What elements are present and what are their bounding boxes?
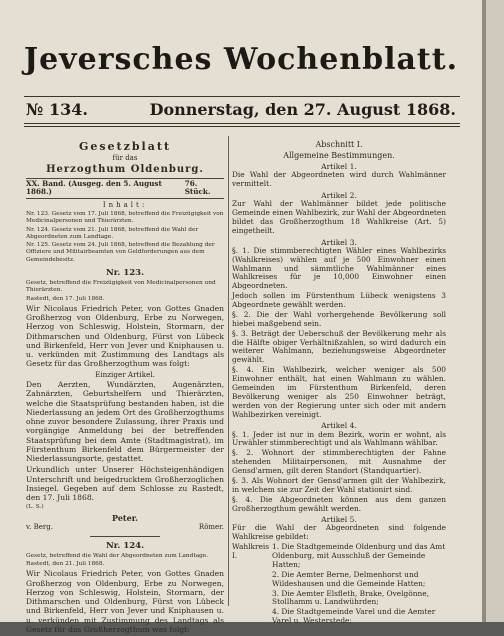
volume-band — [26, 178, 224, 199]
left-column — [26, 136, 224, 636]
issue-date: Donnerstag, den 27. August 1868. — [149, 100, 456, 119]
page-edge-stack — [486, 0, 504, 622]
law-date: Rastedt, den 17. Juli 1868. — [26, 295, 105, 302]
gesetzblatt-state: Herzogthum Oldenburg. — [46, 163, 204, 175]
article-text: Für die Wahl der Abgeordneten sind folgende Wahlkreise gebildet: — [232, 523, 446, 542]
article-text: Die Wahl der Abgeordneten wird durch Wahlmänner vermittelt. — [232, 170, 446, 189]
seal-mark: (L. S.) — [26, 504, 44, 511]
wahlkreis-text: 3. Die Aemter Elsfleth, Brake, Ovelgönne, Stollhamm u. Landwührden; — [272, 588, 429, 607]
paragraph: §. 2. Die der Wahl vorhergehende Bevölkerung soll hiebei maßgebend sein. — [232, 309, 446, 328]
paragraph: §. 1. Die stimmberechtigten Wähler eines Wahlbezirks (Wahlkreises) wählen auf je 500 Einwohner einen Wahlmann und sämmtliche Wahlmänner eines Wahlkreises für je 10,000 Einwohner einen Abgeordneten. — [232, 245, 446, 291]
paragraph: §. 4. Die Abgeordneten können aus dem ganzen Großherzogthum gewählt werden. — [232, 494, 446, 513]
paragraph: §. 3. Als Wohnort der Gensd'armen gilt der Wahlbezirk, in welchem sie zur Zeit der Wahl stationirt sind. — [232, 475, 446, 494]
law-caption: Gesetz, betreffend die Freizügigkeit von Medicinalpersonen und Thierärzten. — [26, 280, 216, 294]
paragraph: §. 1. Jeder ist nur in dem Bezirk, worin er wohnt, als Urwähler stimmberechtigt und als Wahlmann wählbar. — [232, 429, 446, 448]
article-text: Zur Wahl der Wahlmänner bildet jede politische Gemeinde einen Wahlbezirk, zur Wahl der Abgeordneten bildet das Großherzogthum 18 Wahlkreise (Art. 5) eingetheilt. — [232, 199, 446, 235]
countersignatures — [26, 523, 224, 531]
article-heading: Artikel 3. — [321, 237, 357, 247]
issue-rule-2 — [24, 126, 460, 127]
wahlkreis-entry — [232, 571, 446, 589]
wahlkreis-text: 4. Die Stadtgemeinde Varel und die Aemter Varel u. Westerstede; — [272, 607, 436, 626]
right-column — [232, 136, 446, 627]
section-heading: Abschnitt I. — [315, 140, 363, 149]
issue-piece: 76. Stück. — [184, 178, 211, 197]
top-rule — [24, 96, 460, 97]
article-heading: Artikel 1. — [321, 162, 357, 172]
wahlkreis-text: 2. Die Aemter Berne, Delmenhorst und Wildeshausen und die Gemeinde Hatten; — [272, 569, 426, 588]
section-subheading: Allgemeine Bestimmungen. — [283, 150, 395, 160]
paragraph: Jedoch sollen im Fürstenthum Lübeck wenigstens 3 Abgeordnete gewählt werden. — [232, 291, 446, 310]
law-preamble: Wir Nicolaus Friedrich Peter, von Gottes Gnaden Großherzog von Oldenburg, Erbe zu Norwegen, Herzog von Schleswig, Holstein, Stormarn, der Dithmarschen und Oldenburg, Fürst von Lübeck und Birkenfeld, Herr von Jever und Kniphausen u. u. verkünden mit Zustimmung des Landtags als Gesetz für das Großherzogthum was folgt: — [26, 569, 224, 634]
signature-roemer: Römer. — [198, 523, 224, 532]
section-separator — [90, 536, 160, 537]
volume-label: XX. Band. (Ausgeg. den 5. August 1868.) — [26, 178, 162, 197]
issue-number: № 134. — [26, 100, 88, 119]
article-heading: Artikel 2. — [321, 191, 357, 201]
law-date: Rastedt, den 21. Juli 1868. — [26, 561, 105, 568]
column-divider — [228, 136, 229, 606]
masthead: Jeversches Wochenblatt. — [23, 42, 459, 77]
article-text: Den Aerzten, Wundärzten, Augenärzten, Zahnärzten, Geburtshelfern und Thierärzten, welche die Staatsprüfung bestanden haben, ist die Niederlassung an jedem Ort des Großherzogthums ohne zuvor besondere Zulassung, ihrer Praxis und vorgängige Anmeldung bei der betreffenden Staatsprüfung bei dem Amte (Stadtmagistrat), im Fürstenthum Birkenfeld dem Bürgermeister der Niederlassungsorte, gestattet. — [26, 380, 224, 464]
paragraph: §. 3. Beträgt der Ueberschuß der Bevölkerung mehr als die Hälfte obiger Verhältnißzahlen, so wird dadurch ein weiterer Wahlmann, beziehungsweise Abgeordneter gewählt. — [232, 328, 446, 365]
gesetzblatt-sub: für das — [112, 154, 138, 163]
article-heading: Artikel 4. — [321, 421, 357, 431]
article-heading: Artikel 5. — [321, 515, 357, 525]
wahlkreis-entry — [232, 608, 446, 626]
wahlkreis-entry — [232, 590, 446, 608]
issue-rule-1 — [24, 123, 460, 124]
gesetzblatt-title: Gesetzblatt — [78, 140, 172, 153]
law-preamble: Wir Nicolaus Friedrich Peter, von Gottes Gnaden Großherzog von Oldenburg, Erbe zu Norwegen, Herzog von Schleswig, Holstein, Stormarn, der Dithmarschen und Oldenburg, Fürst von Lübeck und Birkenfeld, Herr von Jever und Kniphausen u. u. verkünden mit Zustimmung des Landtags als Gesetz für das Großherzogthum was folgt: — [26, 303, 224, 369]
signature-berg: v. Berg. — [26, 523, 53, 532]
wahlkreis-entry — [232, 543, 446, 570]
contents-heading: Inhalt: — [102, 200, 148, 209]
contents-item: Nr. 124. Gesetz vom 21. Juli 1868, betreffend die Wahl der Abgeordneten zum Landtage. — [26, 226, 199, 240]
signature-peter: Peter. — [112, 512, 138, 523]
paragraph: §. 2. Wohnort der stimmberechtigten der Fahne stehenden Militairpersonen, mit Ausnahme der Gensd'armen, gilt deren Standort (Standquartier). — [232, 448, 446, 475]
paragraph: §. 4. Ein Wahlbezirk, welcher weniger als 500 Einwohner enthält, hat einen Wahlmann zu wählen. Gemeinden im Fürstenthum Birkenfeld, deren Bevölkerung weniger als 250 Einwohner beträgt, werden von der Regierung unter sich oder mit andern Wahlbezirken vereinigt. — [232, 365, 446, 419]
article-heading: Einziger Artikel. — [95, 369, 155, 379]
law-number: Nr. 123. — [105, 267, 145, 278]
issue-line — [26, 100, 456, 119]
contents-list — [26, 211, 224, 264]
wahlkreis-text: 1. Die Stadtgemeinde Oldenburg und das Amt Oldenburg, mit Ausschluß der Gemeinde Hatten; — [272, 542, 446, 569]
law-number: Nr. 124. — [105, 540, 145, 551]
contents-item: Nr. 125. Gesetz vom 24. Juli 1868, betreffend die Bezahlung der Offiziere und Militairbeamten von Geldforderungen aus dem Gemeindebesitz. — [26, 242, 215, 263]
contents-item: Nr. 123. Gesetz vom 17. Juli 1868, betreffend die Freizügigkeit von Medicinalpersonen und Thierärzten. — [26, 211, 224, 225]
wahlkreis-label: Wahlkreis I. — [232, 542, 270, 561]
closing-text: Urkundlich unter Unserer Höchsteigenhändigen Unterschrift und beigedrucktem Großherzoglichen Insiegel. Gegeben auf dem Schlosse zu Rastedt, den 17. Juli 1868. — [26, 465, 224, 503]
law-caption: Gesetz, betreffend die Wahl der Abgeordneten zum Landtage. — [26, 552, 209, 559]
